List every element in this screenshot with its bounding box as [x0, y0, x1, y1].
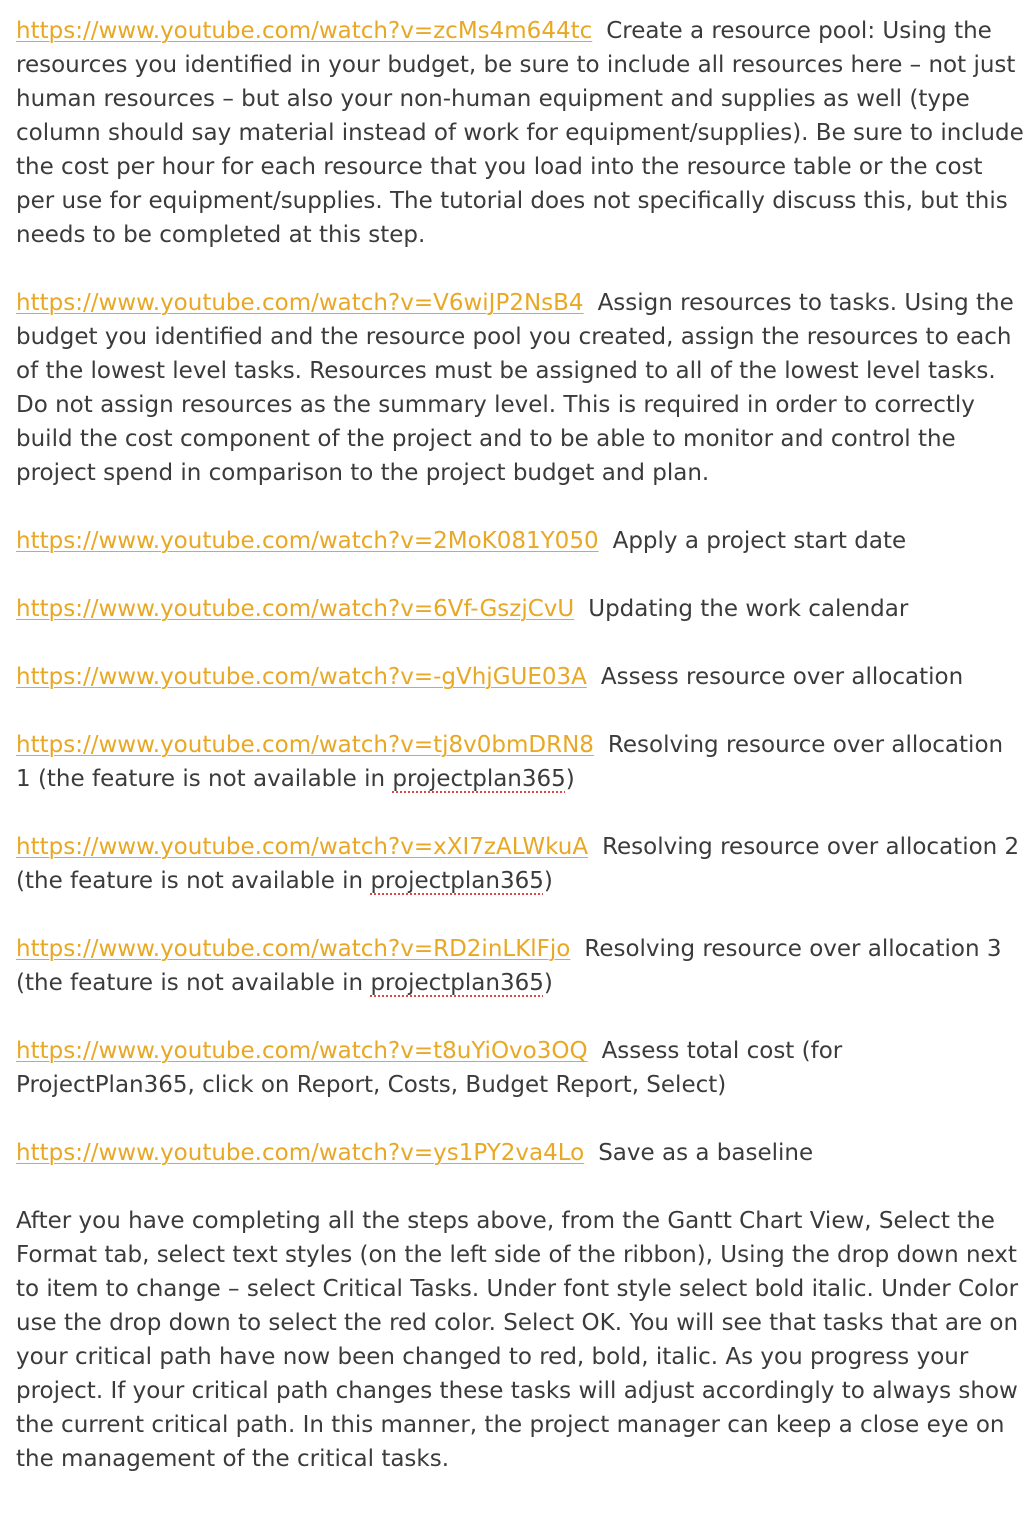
- item-work-calendar: [16, 592, 1024, 626]
- item-description-end: ): [543, 868, 553, 894]
- youtube-link[interactable]: https://www.youtube.com/watch?v=ys1PY2va4Lo: [16, 1140, 585, 1166]
- item-description: Save as a baseline: [598, 1140, 814, 1166]
- youtube-link[interactable]: https://www.youtube.com/watch?v=tj8v0bmDRN8: [16, 732, 594, 758]
- youtube-link[interactable]: https://www.youtube.com/watch?v=V6wiJP2NsB4: [16, 290, 584, 316]
- youtube-link[interactable]: https://www.youtube.com/watch?v=6Vf-GszjCvU: [16, 596, 575, 622]
- youtube-link[interactable]: https://www.youtube.com/watch?v=zcMs4m644tc: [16, 18, 593, 44]
- document-body: [16, 14, 1024, 1510]
- item-description: Updating the work calendar: [588, 596, 909, 622]
- youtube-link[interactable]: https://www.youtube.com/watch?v=xXI7zALWkuA: [16, 834, 589, 860]
- item-description-end: ): [565, 766, 575, 792]
- item-resolve-over-allocation-1: [16, 728, 1024, 796]
- youtube-link[interactable]: https://www.youtube.com/watch?v=-gVhjGUE03A: [16, 664, 587, 690]
- item-assign-resources: [16, 286, 1024, 490]
- item-resolve-over-allocation-2: [16, 830, 1024, 898]
- spellcheck-word[interactable]: projectplan365: [370, 868, 544, 894]
- item-resolve-over-allocation-3: [16, 932, 1024, 1000]
- item-description-end: ): [543, 970, 553, 996]
- closing-paragraph: After you have completing all the steps above, from the Gantt Chart View, Select the Format tab, select text styles (on the left side of the ribbon), Using the drop down next to item to change – select Critical Tasks. Under font style select bold italic. Under Color use the drop down to select the red color. Select OK. You will see that tasks that are on your critical path have now been changed to red, bold, italic. As you progress your project. If your critical path changes these tasks will adjust accordingly to always show the current critical path. In this manner, the project manager can keep a close eye on the management of the critical tasks.: [16, 1208, 1019, 1472]
- item-description: Assign resources to tasks. Using the budget you identified and the resource pool you created, assign the resources to each of the lowest level tasks. Resources must be assigned to all of the lowest level tasks. Do not assign resources as the summary level. This is required in order to correctly build the cost component of the project and to be able to monitor and control the project spend in comparison to the project budget and plan.: [16, 290, 1014, 486]
- item-assess-over-allocation: [16, 660, 1024, 694]
- item-description: Apply a project start date: [612, 528, 907, 554]
- item-project-start-date: [16, 524, 1024, 558]
- item-description: Resolving resource over allocation 2 (the feature is not available in: [16, 834, 1020, 894]
- item-save-baseline: [16, 1136, 1024, 1170]
- youtube-link[interactable]: https://www.youtube.com/watch?v=2MoK081Y050: [16, 528, 599, 554]
- item-create-resource-pool: [16, 14, 1024, 252]
- item-description: Assess resource over allocation: [600, 664, 964, 690]
- spellcheck-word[interactable]: projectplan365: [370, 970, 544, 996]
- item-assess-total-cost: [16, 1034, 1024, 1102]
- item-description: Resolving resource over allocation 1 (the feature is not available in: [16, 732, 1004, 792]
- item-description: Assess total cost (for ProjectPlan365, click on Report, Costs, Budget Report, Select): [16, 1038, 843, 1098]
- youtube-link[interactable]: https://www.youtube.com/watch?v=t8uYiOvo3OQ: [16, 1038, 588, 1064]
- item-description: Create a resource pool: Using the resources you identified in your budget, be sure to include all resources here – not just human resources – but also your non-human equipment and supplies as well (type column should say material instead of work for equipment/supplies). Be sure to include the cost per hour for each resource that you load into the resource table or the cost per use for equipment/supplies. The tutorial does not specifically discuss this, but this needs to be completed at this step.: [16, 18, 1024, 248]
- youtube-link[interactable]: https://www.youtube.com/watch?v=RD2inLKlFjo: [16, 936, 571, 962]
- spellcheck-word[interactable]: projectplan365: [392, 766, 566, 792]
- item-description: Resolving resource over allocation 3 (the feature is not available in: [16, 936, 1002, 996]
